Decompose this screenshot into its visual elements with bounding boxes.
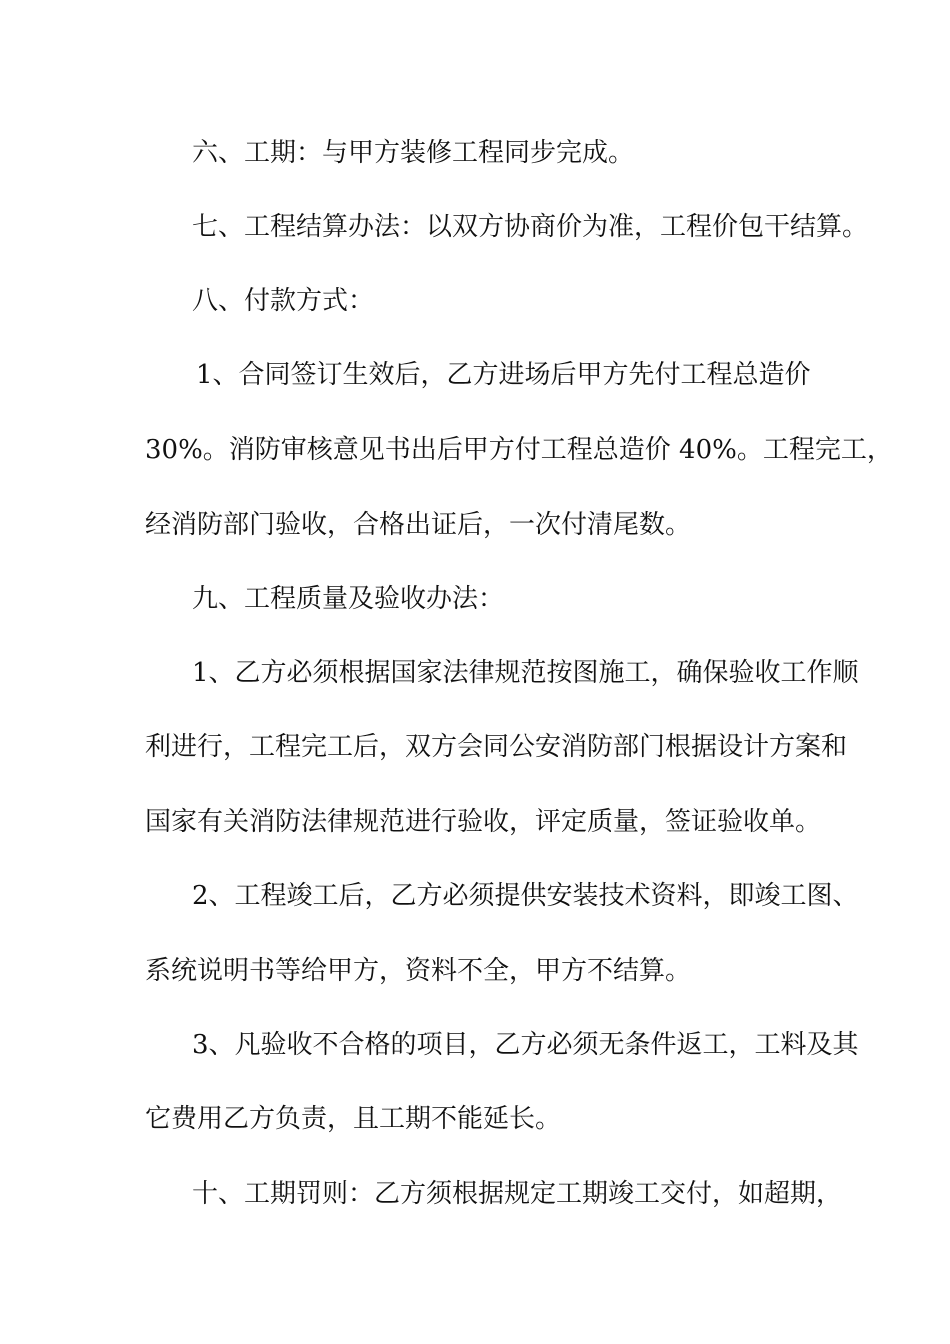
section-9-item-2-line-1: 2、工程竣工后，乙方必须提供安装技术资料，即竣工图、 [192,881,859,911]
section-6-duration: 六、工期：与甲方装修工程同步完成。 [192,138,635,168]
section-8-item-1-line-3: 经消防部门验收，合格出证后，一次付清尾数。 [145,510,692,540]
section-9-item-1-line-2: 利进行，工程完工后，双方会同公安消防部门根据设计方案和 [145,732,848,762]
section-9-item-3-line-2: 它费用乙方负责，且工期不能延长。 [145,1104,562,1134]
section-8-item-1-line-1: 1、合同签订生效后，乙方进场后甲方先付工程总造价 [196,360,811,390]
section-8-item-1-line-2: 30%。消防审核意见书出后甲方付工程总造价 40%。工程完工， [145,435,893,465]
section-9-item-1-line-1: 1、乙方必须根据国家法律规范按图施工，确保验收工作顺 [192,658,859,688]
section-9-item-3-line-1: 3、凡验收不合格的项目，乙方必须无条件返工，工料及其 [192,1030,859,1060]
section-9-heading: 九、工程质量及验收办法： [192,584,505,614]
section-9-item-2-line-2: 系统说明书等给甲方，资料不全，甲方不结算。 [145,956,692,986]
section-10-penalty-line-1: 十、工期罚则：乙方须根据规定工期竣工交付，如超期， [192,1179,843,1209]
section-9-item-1-line-3: 国家有关消防法律规范进行验收，评定质量，签证验收单。 [145,807,822,837]
section-8-heading: 八、付款方式： [192,286,375,316]
section-7-settlement: 七、工程结算办法：以双方协商价为准，工程价包干结算。 [192,212,869,242]
